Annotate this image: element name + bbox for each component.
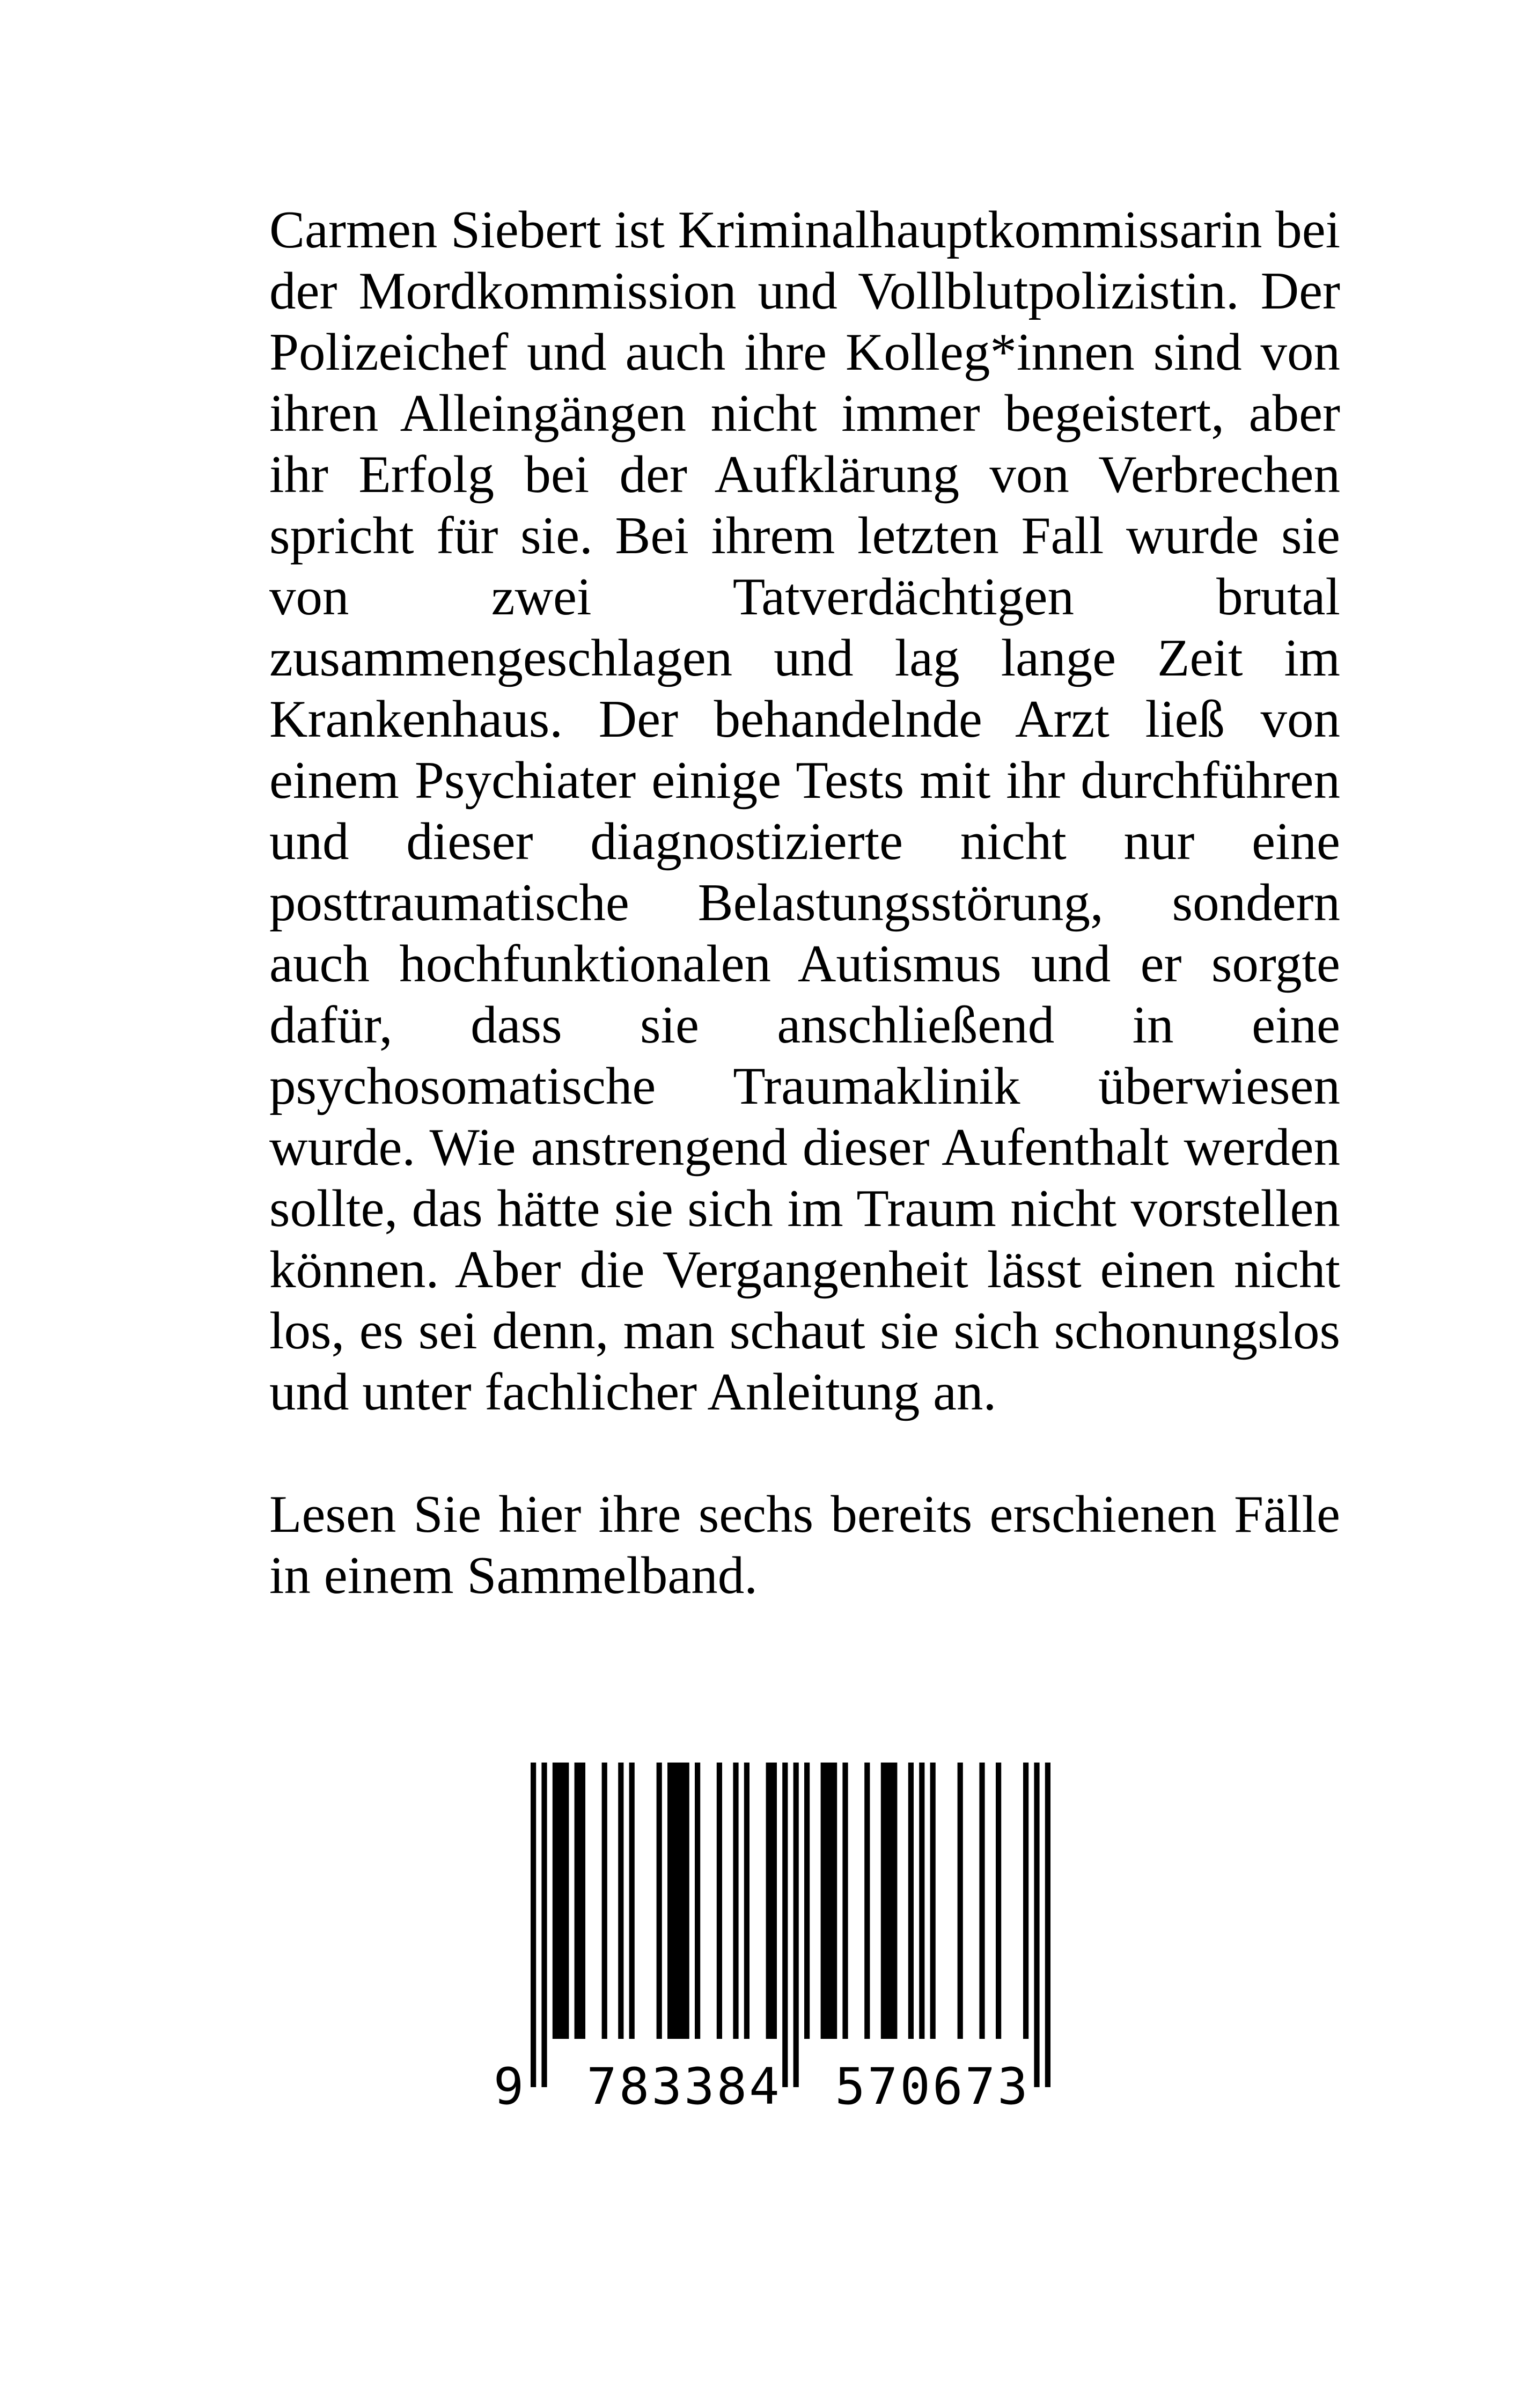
barcode-bar [744,1763,750,2039]
blurb-line: posttraumatische Belastungsstörung, sondern [269,873,1340,932]
barcode-bar [996,1763,1001,2039]
blurb-line: Lesen Sie hier ihre sechs bereits erschienen Fälle [269,1485,1340,1544]
barcode-bar [667,1763,689,2039]
isbn-barcode [494,1763,1105,2106]
barcode-bar [602,1763,607,2039]
blurb-line: von zwei Tatverdächtigen brutal [269,568,1340,626]
barcode-bar [575,1763,585,2039]
barcode-bar [881,1763,898,2039]
barcode-bar [766,1763,777,2039]
paragraph-gap [269,1423,1340,1484]
barcode-bar [979,1763,984,2039]
blurb-line: psychosomatische Traumaklinik überwiesen [269,1057,1340,1115]
barcode-bar [553,1763,569,2039]
barcode-bar [717,1763,722,2039]
barcode-bar [629,1763,635,2039]
barcode-guard-bar [782,1763,788,2087]
barcode-bar [1023,1763,1028,2039]
blurb-paragraph-2 [269,1484,1340,1606]
barcode-digits-left: 783384 [586,2058,782,2106]
blurb-line: wurde. Wie anstrengend dieser Aufenthalt werden [269,1118,1340,1177]
barcode-bar [930,1763,936,2039]
barcode-bar [618,1763,623,2039]
blurb-line: sollte, das hätte sie sich im Traum nicht vorstellen [269,1179,1340,1238]
barcode-bars [531,1763,1050,2087]
barcode-bar [657,1763,662,2039]
barcode-guard-bar [541,1763,547,2087]
blurb-line: einem Psychiater einige Tests mit ihr durchführen [269,751,1340,810]
barcode-guard-bar [1034,1763,1039,2087]
barcode-graphic [494,1763,1105,2106]
barcode-bar [695,1763,700,2039]
blurb-line: Polizeichef und auch ihre Kolleg*innen sind von [269,323,1340,381]
barcode-bar [733,1763,738,2039]
barcode-bar [908,1763,914,2039]
blurb-line: und unter fachlicher Anleitung an. [269,1363,997,1421]
barcode-guard-bar [531,1763,536,2087]
blurb-line: ihren Alleingängen nicht immer begeistert, aber [269,384,1340,443]
barcode-digit-first: 9 [494,2058,524,2106]
barcode-digits-right: 570673 [835,2058,1030,2106]
barcode-bar [919,1763,924,2039]
blurb-line: ihr Erfolg bei der Aufklärung von Verbrechen [269,445,1340,504]
blurb-line: dafür, dass sie anschließend in eine [269,996,1340,1054]
blurb-line: in einem Sammelband. [269,1546,758,1605]
blurb-line: und dieser diagnostizierte nicht nur eine [269,812,1340,871]
blurb-line: Krankenhaus. Der behandelnde Arzt ließ von [269,690,1340,748]
barcode-bar [864,1763,870,2039]
blurb-line: können. Aber die Vergangenheit lässt einen nicht [269,1240,1340,1299]
blurb-line: zusammengeschlagen und lag lange Zeit im [269,629,1340,687]
barcode-guard-bar [1045,1763,1050,2087]
barcode-bar [842,1763,848,2039]
barcode-guard-bar [793,1763,799,2087]
blurb-line: der Mordkommission und Vollblutpolizistin. Der [269,262,1340,320]
blurb-line: spricht für sie. Bei ihrem letzten Fall wurde sie [269,506,1340,565]
blurb-paragraph-1 [269,200,1340,1423]
blurb-line: auch hochfunktionalen Autismus und er sorgte [269,935,1340,993]
barcode-bar [821,1763,837,2039]
back-cover-blurb [269,200,1340,1606]
barcode-bar [958,1763,963,2039]
barcode-bar [804,1763,810,2039]
blurb-line: Carmen Siebert ist Kriminalhauptkommissarin bei [269,201,1341,259]
blurb-line: los, es sei denn, man schaut sie sich schonungslos [269,1302,1340,1360]
